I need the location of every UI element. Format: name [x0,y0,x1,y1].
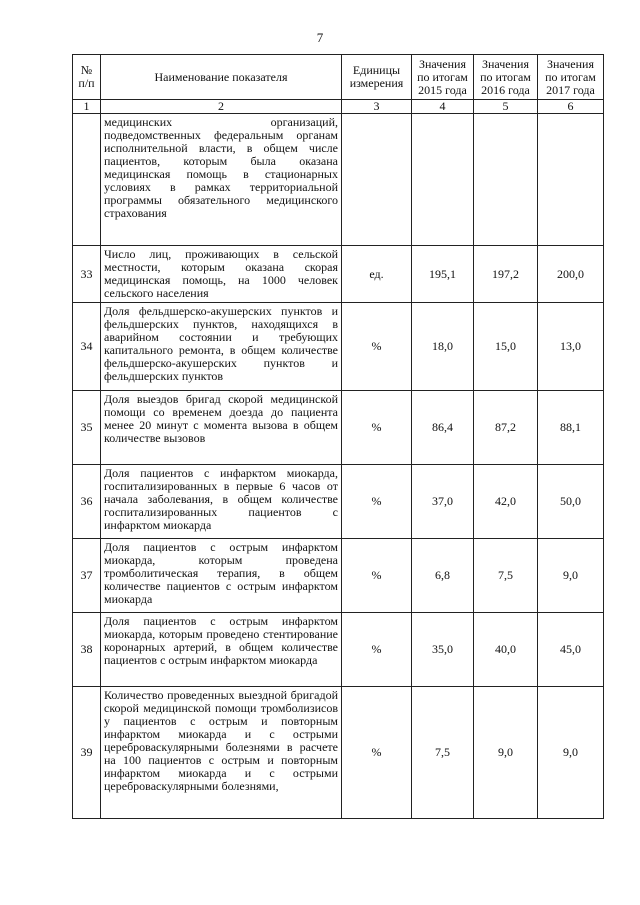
column-number: 1 [73,100,101,114]
row-number: 35 [73,391,101,465]
value-2016: 40,0 [474,613,538,687]
table-row [73,539,604,613]
row-number: 34 [73,303,101,391]
value-2016: 7,5 [474,539,538,613]
header-2017: Значения по итогам 2017 года [538,55,604,100]
table-row [73,391,604,465]
value-2017: 9,0 [538,687,604,819]
table-header-row [73,55,604,100]
unit-of-measure [342,114,412,246]
unit-of-measure: % [342,465,412,539]
indicator-name: Доля пациентов с острым инфарктом миокарда, которым проведена тромболитическая терапия, в общем количестве пациентов с острым инфарктом миокарда [101,539,342,613]
value-2017 [538,114,604,246]
table-row [73,613,604,687]
value-2017: 45,0 [538,613,604,687]
indicator-name: Доля фельдшерско-акушерских пунктов и фельдшерских пунктов, находящихся в аварийном состоянии и требующих капитального ремонта, в общем количестве фельдшерско-акушерских пунктов и фельдшерских пунктов [101,303,342,391]
unit-of-measure: % [342,539,412,613]
indicator-name: Доля выездов бригад скорой медицинской помощи со временем доезда до пациента менее 20 минут с момента вызова в общем количестве вызовов [101,391,342,465]
value-2017: 9,0 [538,539,604,613]
value-2015: 35,0 [412,613,474,687]
value-2016: 87,2 [474,391,538,465]
row-number: 38 [73,613,101,687]
value-2016: 9,0 [474,687,538,819]
column-number: 5 [474,100,538,114]
value-2015: 86,4 [412,391,474,465]
header-num: № п/п [73,55,101,100]
value-2017: 88,1 [538,391,604,465]
value-2016: 197,2 [474,246,538,303]
value-2016: 42,0 [474,465,538,539]
table-row [73,246,604,303]
column-number-row [73,100,604,114]
value-2015 [412,114,474,246]
value-2017: 200,0 [538,246,604,303]
page-number: 7 [316,30,324,45]
table-row [73,114,604,246]
indicator-name: Число лиц, проживающих в сельской местности, которым оказана скорая медицинская помощь, на 1000 человек сельского населения [101,246,342,303]
unit-of-measure: % [342,303,412,391]
row-number: 36 [73,465,101,539]
value-2015: 7,5 [412,687,474,819]
indicators-table [72,54,604,819]
value-2017: 13,0 [538,303,604,391]
header-2016: Значения по итогам 2016 года [474,55,538,100]
header-unit: Единицы измерения [342,55,412,100]
column-number: 2 [101,100,342,114]
value-2015: 18,0 [412,303,474,391]
header-name: Наименование показателя [101,55,342,100]
row-number [73,114,101,246]
indicator-name: Количество проведенных выездной бригадой скорой медицинской помощи тромболизисов у пациентов с острым и повторным инфарктом миокарда и с острыми цереброваскулярными болезнями в расчете на 100 пациентов с острым и повторным инфарктом миокарда и с острыми цереброваскулярными болезнями, [101,687,342,819]
header-2015: Значения по итогам 2015 года [412,55,474,100]
row-number: 37 [73,539,101,613]
column-number: 3 [342,100,412,114]
table-row [73,687,604,819]
value-2015: 37,0 [412,465,474,539]
row-number: 33 [73,246,101,303]
column-number: 6 [538,100,604,114]
indicator-name: медицинских организаций, подведомственных федеральным органам исполнительной власти, в общем числе пациентов, которым была оказана медицинская помощь в стационарных условиях в рамках территориальной программы обязательного медицинского страхования [101,114,342,246]
indicator-name: Доля пациентов с инфарктом миокарда, госпитализированных в первые 6 часов от начала заболевания, в общем количестве госпитализированных пациентов с инфарктом миокарда [101,465,342,539]
indicator-name: Доля пациентов с острым инфарктом миокарда, которым проведено стентирование коронарных артерий, в общем количестве пациентов с острым инфарктом миокарда [101,613,342,687]
unit-of-measure: % [342,391,412,465]
value-2016: 15,0 [474,303,538,391]
row-number: 39 [73,687,101,819]
unit-of-measure: % [342,687,412,819]
value-2016 [474,114,538,246]
unit-of-measure: ед. [342,246,412,303]
value-2015: 6,8 [412,539,474,613]
value-2015: 195,1 [412,246,474,303]
table-row [73,303,604,391]
value-2017: 50,0 [538,465,604,539]
column-number: 4 [412,100,474,114]
table-row [73,465,604,539]
unit-of-measure: % [342,613,412,687]
